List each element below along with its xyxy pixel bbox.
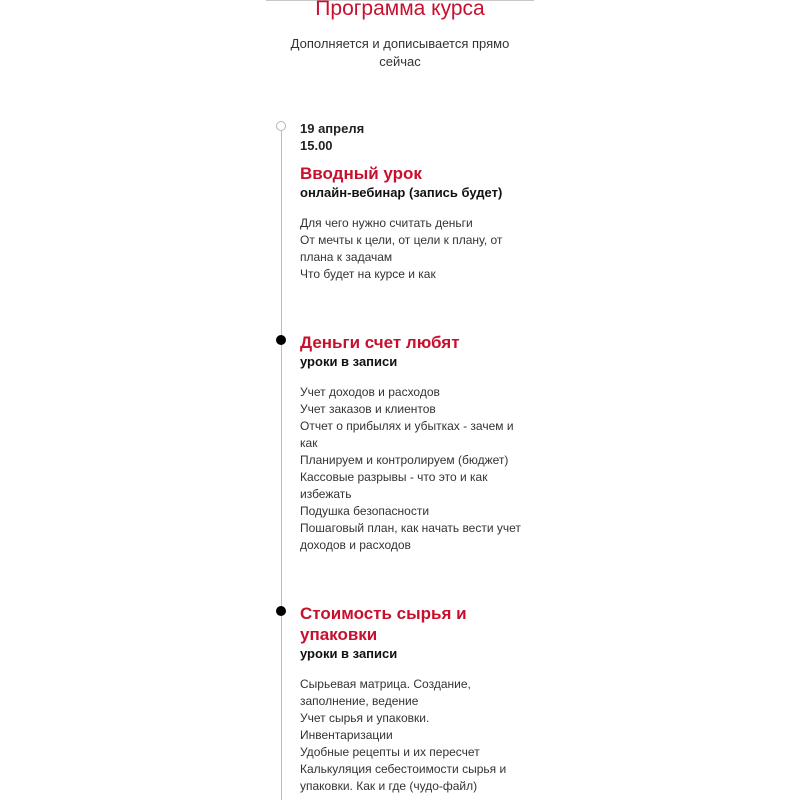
lesson-title: Вводный урок [300,164,422,183]
lesson-topics [300,215,532,283]
lesson-format: уроки в записи [300,354,398,369]
lesson-block-intro [300,120,532,283]
lesson-topics [300,676,515,795]
timeline-marker-filled [276,606,286,616]
lesson-topics [300,384,532,554]
timeline-marker-filled [276,335,286,345]
topic-item: Планируем и контролируем (бюджет) [300,453,509,467]
topic-item: Учет заказов и клиентов [300,402,436,416]
topic-item: Учет сырья и упаковки. Инвентаризации [300,711,430,742]
topic-item: Для чего нужно считать деньги [300,216,473,230]
lesson-time: 15.00 [300,138,333,153]
lesson-format: уроки в записи [300,646,398,661]
topic-item: Сырьевая матрица. Создание, заполнение, ведение [300,677,471,708]
topic-item: Учет доходов и расходов [300,385,440,399]
topic-item: От мечты к цели, от цели к плану, от плана к задачам [300,233,503,264]
lesson-title: Стоимость сырья и упаковки [300,604,467,644]
topic-item: Пошаговый план, как начать вести учет доходов и расходов [300,521,521,552]
topic-item: Удобные рецепты и их пересчет [300,745,480,759]
topic-item: Что будет на курсе и как [300,267,436,281]
lesson-format: онлайн-вебинар (запись будет) [300,185,503,200]
page-subtitle: Дополняется и дописывается прямо сейчас [290,36,510,69]
timeline-marker-hollow [276,121,286,131]
timeline-line [281,131,282,800]
topic-item: Кассовые разрывы - что это и как избежать [300,470,488,501]
lesson-block-money [300,332,532,554]
lesson-title: Деньги счет любят [300,333,460,352]
lesson-block-materials [300,603,532,795]
topic-item: Отчет о прибылях и убытках - зачем и как [300,419,514,450]
page-title: Программа курса [315,0,485,20]
lesson-date: 19 апреля [300,121,365,136]
topic-item: Подушка безопасности [300,504,430,518]
topic-item: Калькуляция себестоимости сырья и упаковки. Как и где (чудо-файл) [300,762,507,793]
